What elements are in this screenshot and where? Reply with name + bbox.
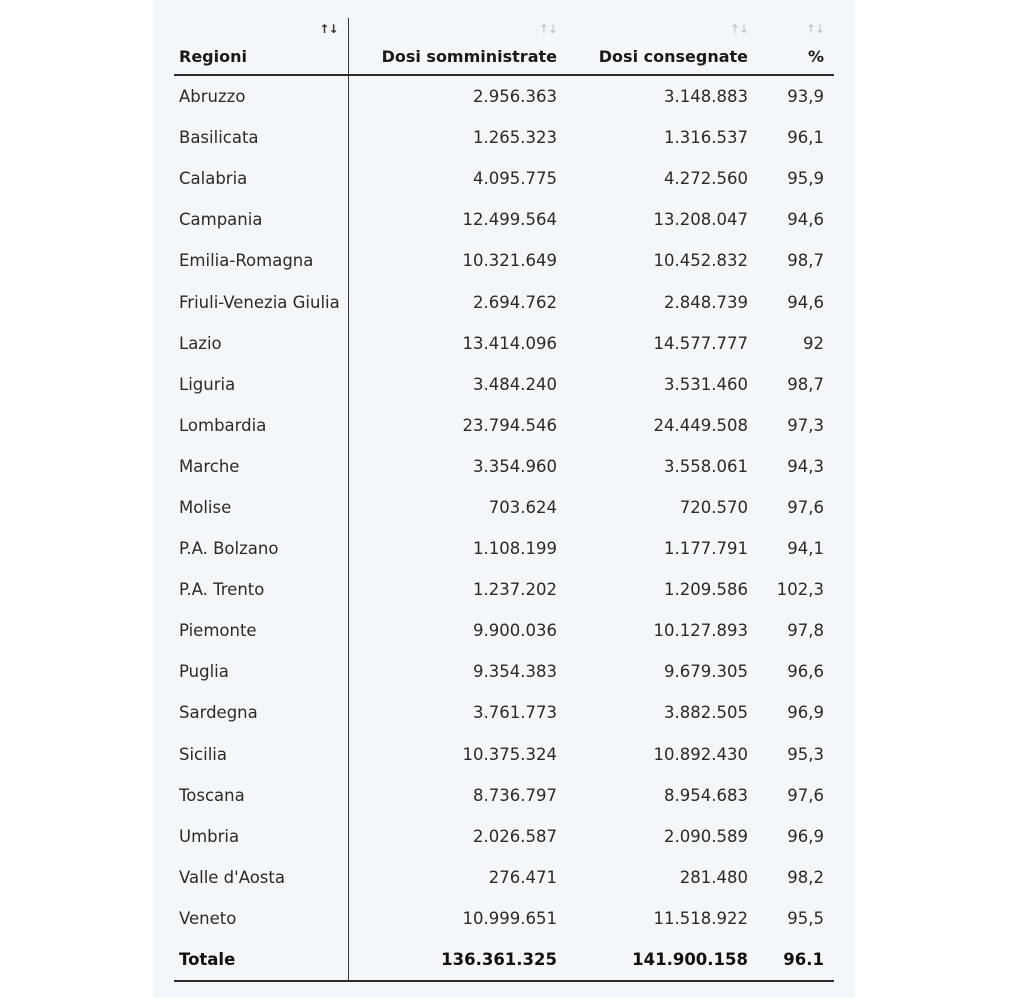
cell-dosi-somministrate: 3.354.960 — [473, 456, 557, 476]
cell-dosi-somministrate: 1.237.202 — [473, 580, 557, 600]
table-row — [174, 158, 834, 199]
header-dosi-consegnate[interactable] — [567, 18, 758, 75]
cell-dosi-consegnate: 4.272.560 — [664, 169, 748, 189]
table-row — [174, 569, 834, 610]
header-percentuale[interactable] — [758, 18, 834, 75]
header-dosi-consegnate-label: Dosi consegnate — [598, 47, 748, 66]
cell-dosi-consegnate: 2.848.739 — [664, 292, 748, 312]
total-consegnate: 141.900.158 — [567, 939, 758, 981]
cell-dosi-consegnate: 3.148.883 — [664, 87, 748, 107]
cell-percentuale: 94,1 — [787, 539, 824, 559]
cell-percentuale: 93,9 — [787, 87, 824, 107]
cell-dosi-somministrate: 1.265.323 — [473, 128, 557, 148]
cell-regione: Piemonte — [174, 610, 348, 651]
sort-arrows-icon[interactable]: ↑↓ — [538, 22, 557, 36]
cell-dosi-consegnate: 3.531.460 — [664, 374, 748, 394]
table-row — [174, 528, 834, 569]
cell-regione: Toscana — [174, 775, 348, 816]
header-percentuale-label: % — [807, 47, 824, 66]
table-row — [174, 734, 834, 775]
table-row — [174, 487, 834, 528]
cell-regione: Molise — [174, 487, 348, 528]
cell-regione: Basilicata — [174, 117, 348, 158]
table-row — [174, 692, 834, 733]
cell-percentuale: 102,3 — [776, 580, 824, 600]
cell-dosi-somministrate: 2.956.363 — [473, 87, 557, 107]
cell-dosi-consegnate: 1.316.537 — [664, 128, 748, 148]
cell-regione: Friuli-Venezia Giulia — [174, 281, 348, 322]
cell-percentuale: 94,6 — [787, 210, 824, 230]
cell-regione: Calabria — [174, 158, 348, 199]
sort-arrows-icon[interactable]: ↑↓ — [805, 22, 824, 36]
cell-percentuale: 94,3 — [787, 456, 824, 476]
table-row — [174, 898, 834, 939]
table-row — [174, 281, 834, 322]
cell-percentuale: 98,2 — [787, 867, 824, 887]
cell-regione: P.A. Trento — [174, 569, 348, 610]
cell-dosi-somministrate: 4.095.775 — [473, 169, 557, 189]
cell-percentuale: 94,6 — [787, 292, 824, 312]
cell-dosi-consegnate: 8.954.683 — [664, 785, 748, 805]
cell-regione: Liguria — [174, 364, 348, 405]
cell-dosi-consegnate: 10.892.430 — [653, 744, 748, 764]
cell-dosi-somministrate: 3.484.240 — [473, 374, 557, 394]
cell-percentuale: 95,3 — [787, 744, 824, 764]
table-row — [174, 199, 834, 240]
cell-regione: Sardegna — [174, 692, 348, 733]
cell-dosi-somministrate: 12.499.564 — [462, 210, 557, 230]
total-label: Totale — [174, 939, 348, 981]
total-percentuale: 96.1 — [758, 939, 834, 981]
header-regioni[interactable] — [174, 18, 348, 75]
cell-dosi-consegnate: 720.570 — [679, 497, 748, 517]
cell-dosi-somministrate: 703.624 — [488, 497, 557, 517]
cell-percentuale: 92 — [803, 333, 824, 353]
header-regioni-label: Regioni — [179, 47, 247, 66]
cell-regione: Umbria — [174, 816, 348, 857]
table-row — [174, 240, 834, 281]
table-header-row — [174, 18, 834, 75]
cell-dosi-somministrate: 9.354.383 — [473, 662, 557, 682]
cell-regione: P.A. Bolzano — [174, 528, 348, 569]
cell-dosi-consegnate: 3.558.061 — [664, 456, 748, 476]
cell-percentuale: 98,7 — [787, 374, 824, 394]
cell-dosi-consegnate: 11.518.922 — [653, 908, 748, 928]
cell-regione: Valle d'Aosta — [174, 857, 348, 898]
cell-regione: Lombardia — [174, 405, 348, 446]
cell-percentuale: 95,5 — [787, 908, 824, 928]
cell-dosi-consegnate: 9.679.305 — [664, 662, 748, 682]
cell-percentuale: 97,3 — [787, 415, 824, 435]
cell-percentuale: 96,6 — [787, 662, 824, 682]
table-row — [174, 117, 834, 158]
header-dosi-somministrate[interactable] — [348, 18, 567, 75]
table-row — [174, 651, 834, 692]
cell-regione: Campania — [174, 199, 348, 240]
vaccine-doses-table — [174, 18, 834, 982]
cell-percentuale: 98,7 — [787, 251, 824, 271]
header-dosi-somministrate-label: Dosi somministrate — [381, 47, 557, 66]
cell-dosi-somministrate: 10.321.649 — [462, 251, 557, 271]
cell-dosi-consegnate: 13.208.047 — [653, 210, 748, 230]
sort-arrows-icon[interactable]: ↑↓ — [319, 22, 338, 36]
cell-dosi-consegnate: 281.480 — [679, 867, 748, 887]
cell-regione: Lazio — [174, 323, 348, 364]
table-row — [174, 405, 834, 446]
total-somministrate: 136.361.325 — [348, 939, 567, 981]
cell-percentuale: 97,6 — [787, 785, 824, 805]
cell-dosi-somministrate: 8.736.797 — [473, 785, 557, 805]
cell-dosi-somministrate: 2.026.587 — [473, 826, 557, 846]
cell-percentuale: 95,9 — [787, 169, 824, 189]
cell-dosi-consegnate: 1.209.586 — [664, 580, 748, 600]
cell-dosi-somministrate: 10.999.651 — [462, 908, 557, 928]
table-row — [174, 610, 834, 651]
table-row — [174, 446, 834, 487]
table-row — [174, 857, 834, 898]
cell-percentuale: 97,6 — [787, 497, 824, 517]
cell-percentuale: 96,1 — [787, 128, 824, 148]
sort-arrows-icon[interactable]: ↑↓ — [729, 22, 748, 36]
cell-dosi-somministrate: 23.794.546 — [462, 415, 557, 435]
cell-dosi-consegnate: 14.577.777 — [653, 333, 748, 353]
table-row — [174, 775, 834, 816]
cell-regione: Puglia — [174, 651, 348, 692]
cell-dosi-somministrate: 1.108.199 — [473, 539, 557, 559]
cell-regione: Veneto — [174, 898, 348, 939]
cell-dosi-somministrate: 276.471 — [488, 867, 557, 887]
table-row — [174, 364, 834, 405]
cell-dosi-somministrate: 9.900.036 — [473, 621, 557, 641]
cell-dosi-consegnate: 2.090.589 — [664, 826, 748, 846]
cell-percentuale: 96,9 — [787, 826, 824, 846]
table-row — [174, 816, 834, 857]
cell-dosi-consegnate: 10.452.832 — [653, 251, 748, 271]
cell-dosi-consegnate: 3.882.505 — [664, 703, 748, 723]
cell-percentuale: 96,9 — [787, 703, 824, 723]
cell-dosi-somministrate: 3.761.773 — [473, 703, 557, 723]
cell-dosi-consegnate: 24.449.508 — [653, 415, 748, 435]
cell-dosi-somministrate: 13.414.096 — [462, 333, 557, 353]
cell-dosi-somministrate: 2.694.762 — [473, 292, 557, 312]
cell-dosi-consegnate: 1.177.791 — [664, 539, 748, 559]
cell-dosi-consegnate: 10.127.893 — [653, 621, 748, 641]
cell-regione: Emilia-Romagna — [174, 240, 348, 281]
cell-regione: Abruzzo — [174, 75, 348, 117]
table-total-row — [174, 939, 834, 981]
table-row — [174, 75, 834, 117]
table-row — [174, 323, 834, 364]
cell-dosi-somministrate: 10.375.324 — [462, 744, 557, 764]
cell-percentuale: 97,8 — [787, 621, 824, 641]
cell-regione: Marche — [174, 446, 348, 487]
cell-regione: Sicilia — [174, 734, 348, 775]
